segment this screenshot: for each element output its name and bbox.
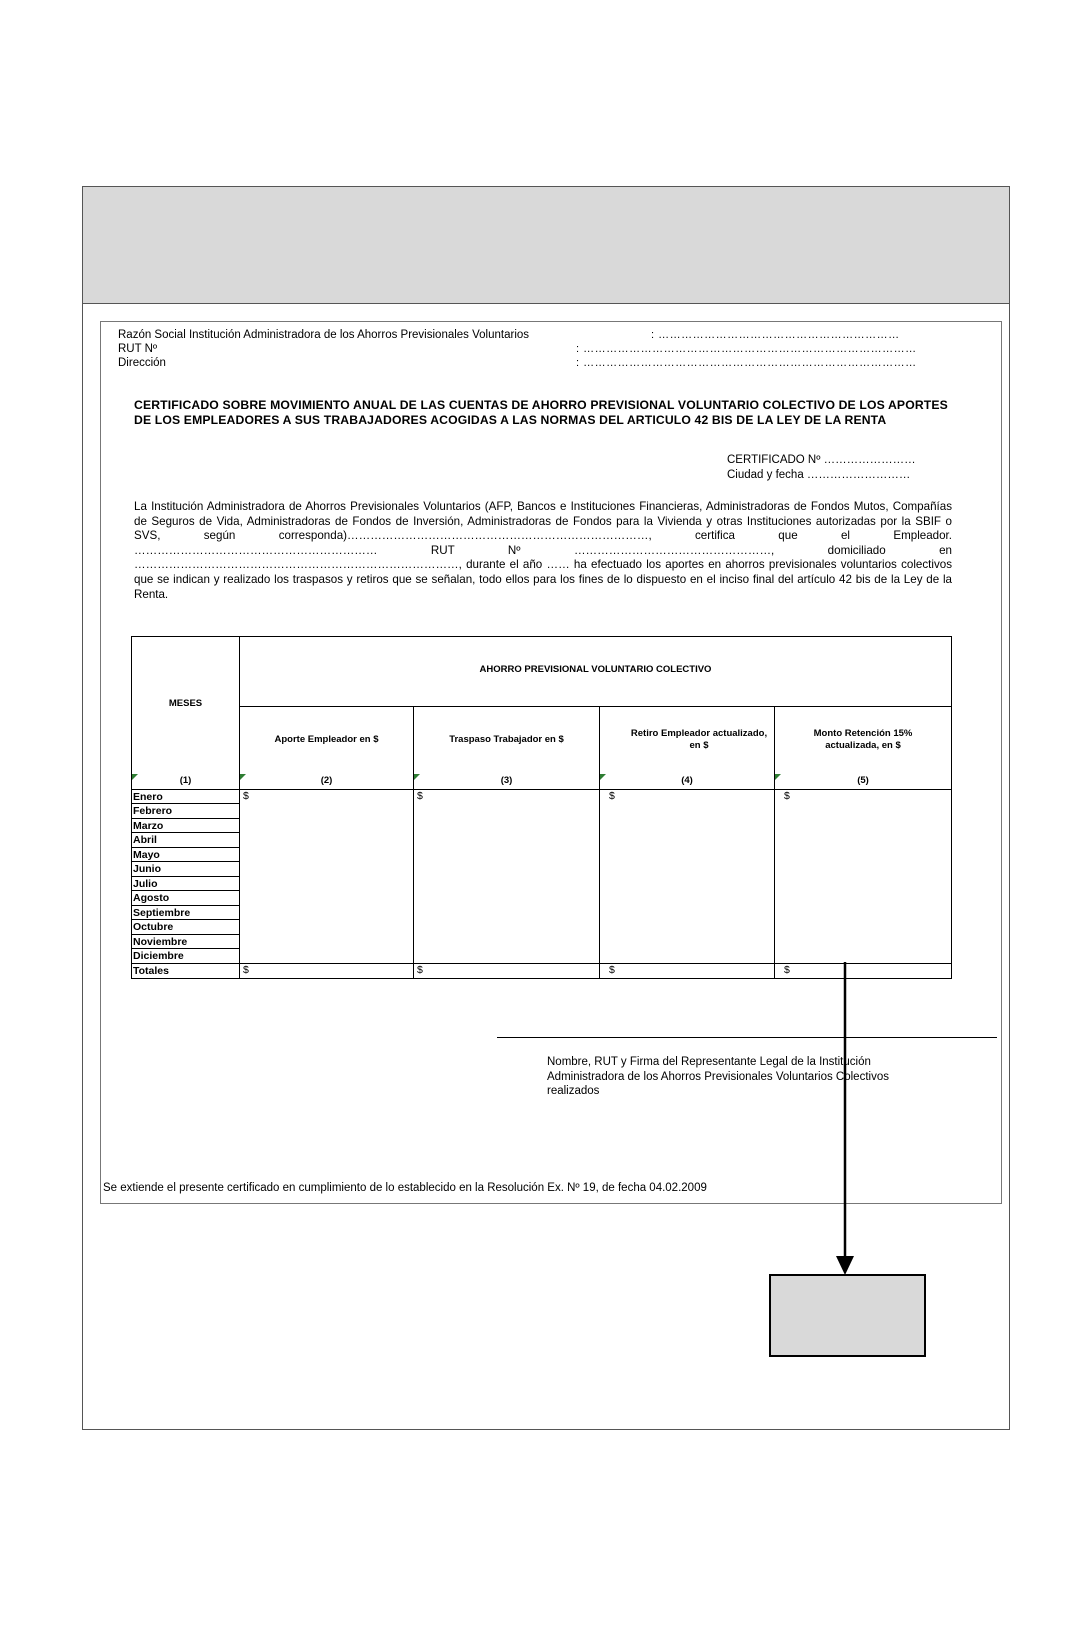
col-number-4: (4) <box>681 775 693 786</box>
cell-note-marker <box>414 774 420 780</box>
month-row: Agosto <box>133 892 170 904</box>
cell-note-marker <box>240 774 246 780</box>
currency-sign: $ <box>609 964 615 976</box>
col-aporte-header: Aporte Empleador en $ <box>274 734 379 745</box>
direccion-label: Dirección <box>118 357 166 369</box>
signature-label: Nombre, RUT y Firma del Representante Legal de la Institución Administradora de los Ahorros Previsionales Voluntarios Colectivos realizados <box>547 1056 889 1097</box>
signature-line <box>497 1037 997 1038</box>
cell-note-marker <box>132 774 138 780</box>
currency-sign: $ <box>417 790 423 802</box>
col-retencion-header: Monto Retención 15% actualizada, en $ <box>813 728 913 751</box>
certificate-title: CERTIFICADO SOBRE MOVIMIENTO ANUAL DE LAS CUENTAS DE AHORRO PREVISIONAL VOLUNTARIO COLECTIVO DE LOS APORTES DE LOS EMPLEADORES A SUS TRABAJADORES ACOGIDAS A LAS NORMAS DEL ARTICULO 42 BIS DE LA LEY DE LA RENTA <box>134 398 948 427</box>
certificate-number: CERTIFICADO Nº …………………… <box>727 454 916 466</box>
month-row: Febrero <box>133 805 173 817</box>
cell-note-marker <box>600 774 606 780</box>
razon-social-value: : ……………………………………………………… <box>651 329 900 341</box>
month-row: Diciembre <box>133 950 184 962</box>
month-row: Abril <box>133 834 157 846</box>
month-row: Septiembre <box>133 907 191 919</box>
currency-sign: $ <box>243 964 249 976</box>
currency-sign: $ <box>243 790 249 802</box>
month-row: Noviembre <box>133 936 188 948</box>
certificate-body: La Institución Administradora de Ahorros Previsionales Voluntarios (AFP, Bancos e Instituciones Financieras, Administradoras de Fondos Mutos, Compañías de Seguros de Vida, Administradoras de Fondos de Inversión, Administradoras de Fondos para la Vivienda y otras Instituciones autorizadas por la SBIF o SVS, según corresponda)……………………………………………………………………, certifica que el Empleador. ……………………………………………………… RUT Nº ……………………………………………, domiciliado en …………………………………………………………………………, durante el año …… ha efectuado los aportes en ahorros previsionales voluntarios colectivos que se indican y realizado los traspasos y retiros que se señalan, todo ellos para los fines de lo dispuesto en el inciso final del artículo 42 bis de la Ley de la Renta. <box>134 500 952 601</box>
footer-note: Se extiende el presente certificado en cumplimiento de lo establecido en la Resolución Ex. Nº 19, de fecha 04.02.2009 <box>103 1182 707 1194</box>
rut-value: : …………………………………………………………………………… <box>576 343 917 355</box>
month-row: Marzo <box>133 820 164 832</box>
direccion-value: : …………………………………………………………………………… <box>576 357 917 369</box>
month-row: Enero <box>133 791 163 803</box>
col-number-3: (3) <box>500 775 513 786</box>
callout-arrow <box>830 960 860 1280</box>
month-row: Junio <box>133 863 161 875</box>
razon-social-label: Razón Social Institución Administradora de los Ahorros Previsionales Voluntarios <box>118 329 530 341</box>
group-header: AHORRO PREVISIONAL VOLUNTARIO COLECTIVO <box>479 664 712 675</box>
col-number-5: (5) <box>857 775 869 786</box>
cell-note-marker <box>775 774 781 780</box>
col-number-1: (1) <box>179 775 192 786</box>
col-number-2: (2) <box>320 775 333 786</box>
currency-sign: $ <box>784 964 790 976</box>
callout-box <box>769 1274 926 1357</box>
totals-label: Totales <box>133 965 169 977</box>
city-date: Ciudad y fecha ……………………… <box>727 469 911 481</box>
currency-sign: $ <box>609 790 615 802</box>
month-row: Octubre <box>133 921 174 933</box>
currency-sign: $ <box>417 964 423 976</box>
rut-label: RUT Nº <box>118 343 158 355</box>
header-band <box>83 187 1009 304</box>
currency-sign: $ <box>784 790 790 802</box>
col-retiro-header: Retiro Empleador actualizado, en $ <box>630 728 768 751</box>
months-header: MESES <box>168 698 203 709</box>
month-row: Julio <box>133 878 158 890</box>
col-traspaso-header: Traspaso Trabajador en $ <box>449 734 564 745</box>
month-row: Mayo <box>133 849 160 861</box>
